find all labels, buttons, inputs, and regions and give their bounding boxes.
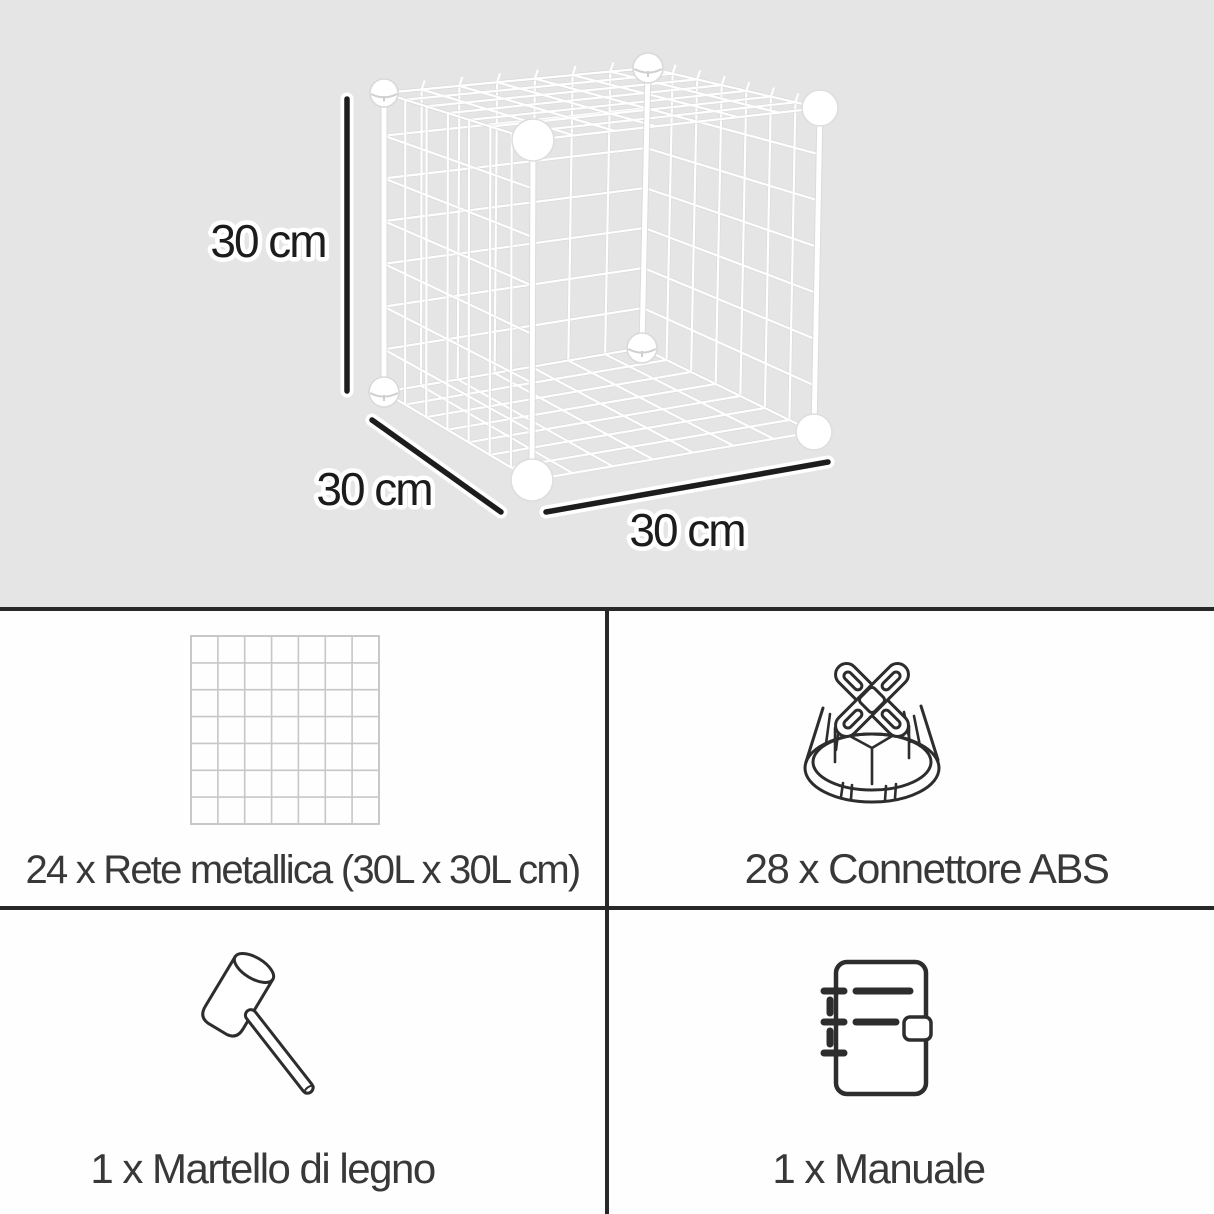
part-label: 28 x Connettore ABS	[744, 844, 1109, 892]
part-label: 24 x Rete metallica (30L x 30L cm)	[25, 848, 580, 892]
wooden-mallet-icon	[194, 950, 324, 1105]
height-dimension-label: 30 cm	[210, 215, 326, 267]
depth-dimension-label: 30 cm	[316, 463, 432, 515]
part-panel-wooden-mallet	[0, 910, 609, 1214]
part-icon-zone	[609, 611, 1214, 846]
wire-mesh-panel-icon	[190, 635, 380, 825]
width-dimension-label: 30 cm	[629, 504, 745, 556]
part-panel-abs-connector	[609, 611, 1214, 910]
part-icon-zone	[609, 910, 1214, 1146]
part-icon-zone	[0, 910, 605, 1146]
parts-list	[0, 607, 1214, 1214]
part-icon-zone	[0, 611, 605, 848]
part-panel-manual	[609, 910, 1214, 1214]
abs-connector-icon	[797, 648, 947, 808]
manual-icon	[820, 958, 938, 1098]
dimension-lines	[347, 99, 828, 512]
cube-mesh-faces	[384, 68, 820, 480]
part-label: 1 x Manuale	[772, 1144, 985, 1192]
part-panel-wire-mesh	[0, 611, 609, 910]
part-label: 1 x Martello di legno	[90, 1144, 435, 1192]
